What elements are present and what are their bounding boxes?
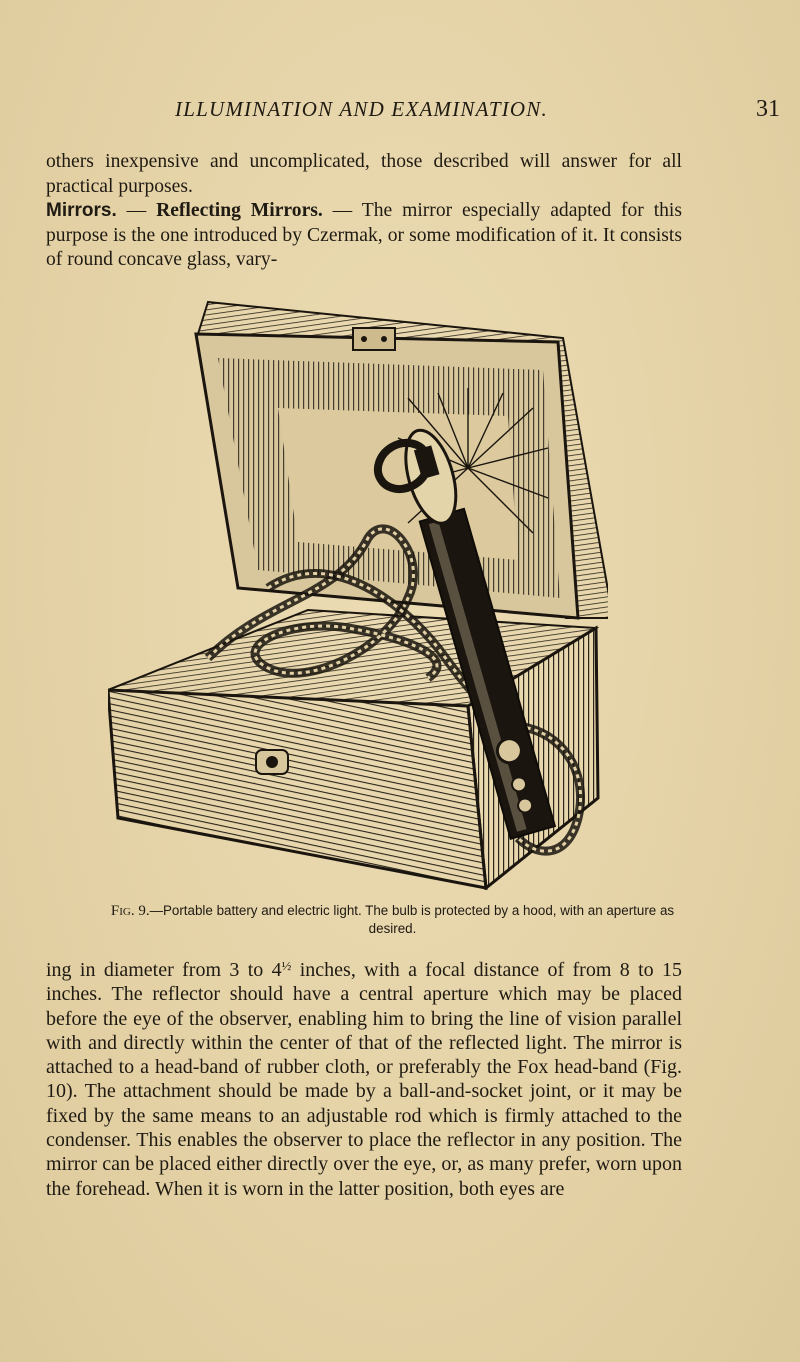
paragraph-2-rest: inches, with a focal distance of from 8 to 15 inches. The reflector should have a central aperture which may be placed before the eye of the observer, enabling him to bring the line of vision parallel with and directly within the center of that of the reflected light. The mirror is attached to a head-band of rubber cloth, or preferably the Fox head-band (Fig. 10). The attachment should be made by a ball-and-socket joint, or it may be fixed by the same means to an adjustable rod which is firmly attached to the condenser. This enables the observer to place the reflector in any position. The mirror can be placed either directly over the eye, or, as many prefer, worn upon the forehead. When it is worn in the latter position, both eyes are (46, 959, 682, 1200)
heading-dash: — (116, 200, 157, 221)
figure-caption (100, 902, 685, 937)
hinge (353, 328, 395, 350)
page-header (40, 96, 780, 123)
box-front-face (108, 690, 486, 888)
heading-dash: — (322, 200, 362, 221)
paragraph-1 (46, 150, 682, 273)
running-title: ILLUMINATION AND EXAMINATION. (175, 97, 548, 121)
battery-box-illustration (108, 298, 608, 890)
figure-label: Fig. 9. (110, 903, 150, 919)
figure-portable-battery (108, 298, 608, 890)
figure-caption-text: —Portable battery and electric light. The bulb is protected by a hood, with an aperture as desired. (149, 903, 675, 936)
subsection-heading-reflecting-mirrors: Reflecting Mirrors. (156, 200, 323, 221)
fraction-half: ½ (281, 958, 292, 973)
paragraph-2-start: ing in diameter from 3 to 4 (46, 959, 282, 981)
section-heading-mirrors: Mirrors. (46, 200, 117, 221)
page-number: 31 (756, 96, 780, 122)
paragraph-1-intro: others inexpensive and uncomplicated, those described will answer for all practical purposes. (46, 151, 682, 197)
paragraph-1-text: The mirror especially adapted for this purpose is the one introduced by Czermak, or some modification of it. It consists of round concave glass, vary- (46, 200, 682, 270)
paragraph-2 (46, 954, 682, 1201)
